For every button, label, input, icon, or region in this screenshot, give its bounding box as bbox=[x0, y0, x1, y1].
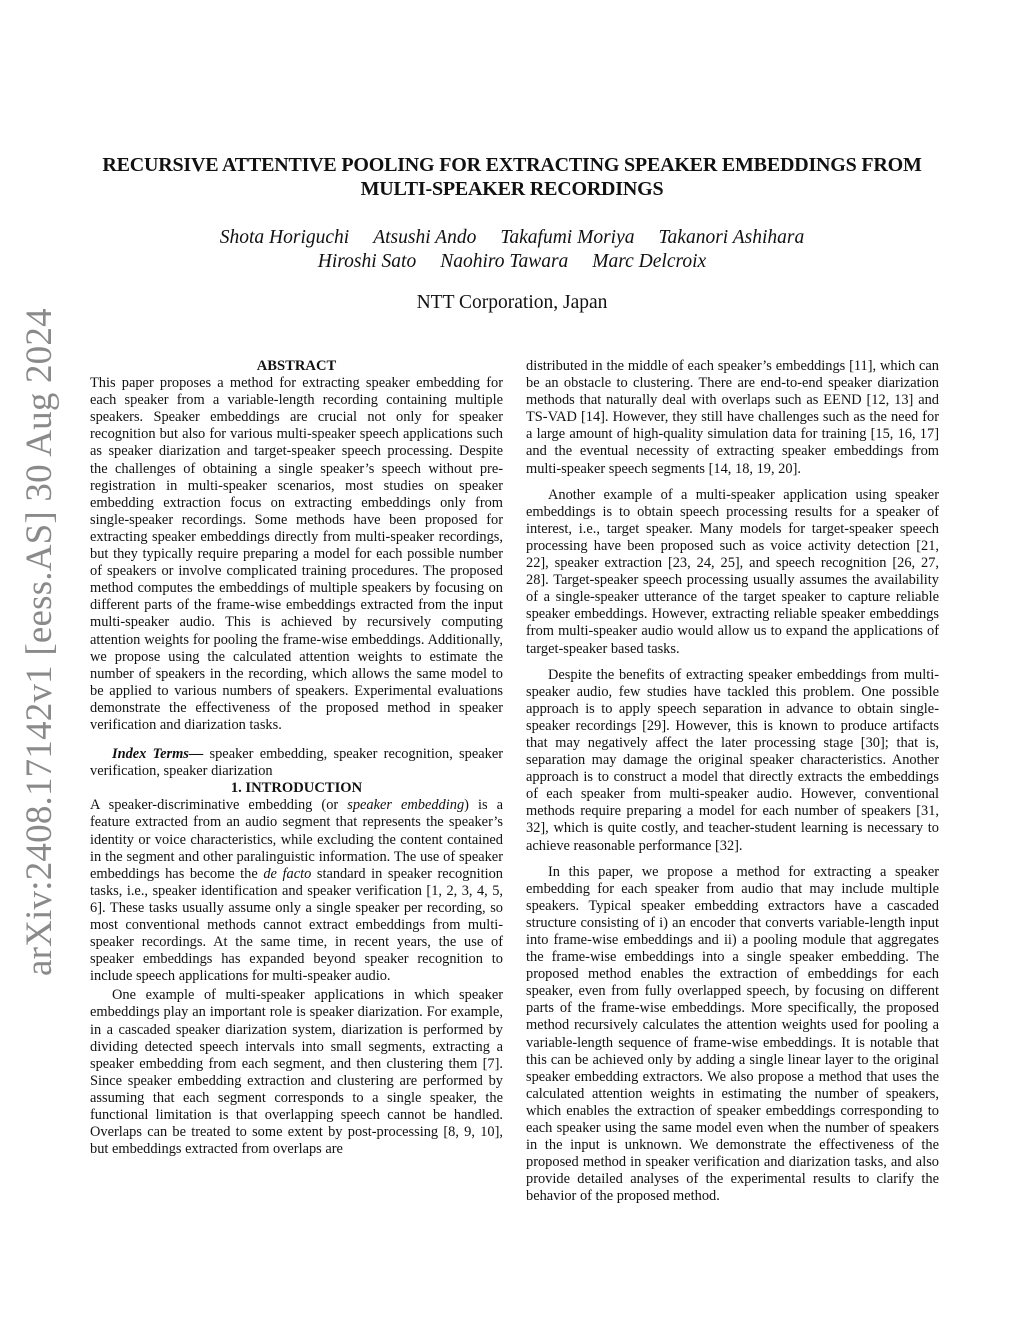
intro-paragraph-3: distributed in the middle of each speaker’s embeddings [11], which can be an obstacle to clustering. There are end-to-end speaker diarization methods that naturally deal with overlaps such as EEND [12, 13] and TS-VAD [14]. However, they still have challenges such as the need for a large amount of high-quality simulation data for training [15, 16, 17] and the eventual necessity of extracting speaker embeddings from multi-speaker speech segments [14, 18, 19, 20]. bbox=[526, 358, 939, 477]
paper-title bbox=[80, 153, 944, 201]
introduction-heading: 1. INTRODUCTION bbox=[230, 780, 363, 797]
author-name: Shota Horiguchi bbox=[219, 227, 350, 248]
left-column bbox=[90, 358, 503, 1158]
intro-p1-text: standard in speaker recognition tasks, i.e., speaker identification and speaker verification [1, 2, 3, 4, 5, 6]. These tasks usually assume only a single speaker per recording, so most conventional methods cannot extract embeddings from multi-speaker recordings. At the same time, in recent years, the use of speaker embeddings has expanded beyond speaker recognition to include speech applications for multi-speaker audio. bbox=[90, 865, 503, 985]
abstract-text: This paper proposes a method for extracting speaker embedding for each speaker from a variable-length recording containing multiple speakers. Speaker embeddings are crucial not only for speaker recognition but also for various multi-speaker speech applications such as speaker diarization and target-speaker speech processing. Despite the challenges of obtaining a single speaker’s speech without pre-registration in multi-speaker scenarios, most studies on speaker embedding extraction focus on extracting embeddings only from single-speaker recordings. Some methods have been proposed for extracting speaker embeddings directly from multi-speaker recordings, but they typically require preparing a model for each possible number of speakers or involve complicated training procedures. The proposed method computes the embeddings of multiple speakers by focusing on different parts of the frame-wise embeddings extracted from the input multi-speaker audio. This is achieved by recursively computing attention weights for pooling the frame-wise embeddings. Additionally, we propose using the calculated attention weights to estimate the number of speakers in the recording, which allows the same model to be applied to various numbers of speakers. Experimental evaluations demonstrate the effectiveness of the proposed method in speaker verification and diarization tasks. bbox=[90, 375, 503, 733]
right-column bbox=[526, 358, 939, 1206]
affiliation: NTT Corporation, Japan bbox=[416, 292, 608, 313]
title-line-1: RECURSIVE ATTENTIVE POOLING FOR EXTRACTING SPEAKER EMBEDDINGS FROM bbox=[102, 154, 922, 176]
arxiv-identifier-sidebar: arXiv:2408.17142v1 [eess.AS] 30 Aug 2024 bbox=[19, 308, 60, 976]
author-row-1 bbox=[80, 226, 944, 250]
author-name: Marc Delcroix bbox=[592, 251, 707, 272]
author-name: Atsushi Ando bbox=[373, 227, 477, 248]
author-row-2 bbox=[80, 250, 944, 274]
author-list bbox=[80, 226, 944, 274]
author-name: Naohiro Tawara bbox=[440, 251, 569, 272]
intro-paragraph-2: One example of multi-speaker applications in which speaker embeddings play an important role is speaker diarization. For example, in a cascaded speaker diarization system, diarization is performed by dividing detected speech intervals into small segments, extracting a speaker embedding from each segment, and then clustering them [7]. Since speaker embedding extraction and clustering are performed by assuming that each segment corresponds to a single speaker, the functional limitation is that overlapping speech cannot be handled. Overlaps can be treated to some extent by post-processing [8, 9, 10], but embeddings extracted from overlaps are bbox=[90, 987, 503, 1158]
author-name: Takanori Ashihara bbox=[658, 227, 805, 248]
intro-p1-emphasis: speaker embedding bbox=[347, 797, 465, 814]
intro-p1-text: ) is a feature extracted from an audio segment that represents the speaker’s identity or voice characteristics, while excluding the content contained in the segment and other paralinguistic information. The use of speaker embeddings has become the bbox=[90, 797, 503, 882]
abstract-heading: ABSTRACT bbox=[256, 358, 337, 374]
intro-paragraph-5: Despite the benefits of extracting speaker embeddings from multi-speaker audio, few studies have tackled this problem. One possible approach is to apply speech separation in advance to obtain single-speaker recordings [29]. However, this is known to produce artifacts that may negatively affect the later processing stage [30]; that is, separation may damage the original speaker characteristics. Another approach is to construct a model that directly extracts the embeddings of each speaker from multi-speaker audio. However, conventional methods require preparing a model for each number of speakers [31, 32], which is quite costly, and teacher-student learning is necessary to achieve reasonable performance [32]. bbox=[526, 666, 939, 854]
intro-paragraph-4: Another example of a multi-speaker application using speaker embeddings is to obtain speech processing results for a speaker of interest, i.e., target speaker. Many models for target-speaker speech processing have been proposed such as voice activity detection [21, 22], speaker extraction [23, 24, 25], and speech recognition [26, 27, 28]. Target-speaker speech processing usually assumes the availability of a single-speaker utterance of the target speaker to capture reliable speaker embeddings. However, extracting reliable speaker embeddings from multi-speaker audio would allow us to expand the applications of target-speaker based tasks. bbox=[526, 486, 939, 657]
index-terms-label: Index Terms— bbox=[112, 746, 204, 763]
intro-p1-emphasis: de facto bbox=[263, 865, 312, 882]
intro-p1-text: A speaker-discriminative embedding (or bbox=[90, 797, 348, 814]
author-name: Hiroshi Sato bbox=[317, 251, 417, 272]
intro-paragraph-1 bbox=[90, 797, 503, 985]
author-name: Takafumi Moriya bbox=[500, 227, 635, 248]
index-terms bbox=[90, 746, 503, 780]
title-line-2: MULTI-SPEAKER RECORDINGS bbox=[360, 178, 664, 200]
intro-paragraph-6: In this paper, we propose a method for extracting a speaker embedding for each speaker from audio that may include multiple speakers. Typical speaker embedding extractors have a cascaded structure consisting of i) an encoder that converts variable-length input into frame-wise embeddings and ii) a pooling module that aggregates the frame-wise embeddings into a single speaker embedding. The proposed method enables the extraction of embeddings for each speaker, even from fully overlapped speech, by focusing on different parts of the frame-wise embeddings. More specifically, the proposed method recursively calculates the attention weights used for pooling a variable-length sequence of frame-wise embeddings. It is notable that this can be achieved only by adding a single linear layer to the original speaker embedding extractors. We also propose a method that uses the calculated attention weights in estimating the number of speakers, which enables the extraction of speaker embeddings corresponding to each speaker using the same model even when the number of speakers in the input is unknown. We demonstrate the effectiveness of the proposed method in speaker verification and diarization tasks, and also provide detailed analyses of the experimental results to clarify the behavior of the proposed method. bbox=[526, 863, 939, 1205]
index-terms-text: speaker embedding, speaker recognition, speaker verification, speaker diarization bbox=[90, 746, 503, 780]
